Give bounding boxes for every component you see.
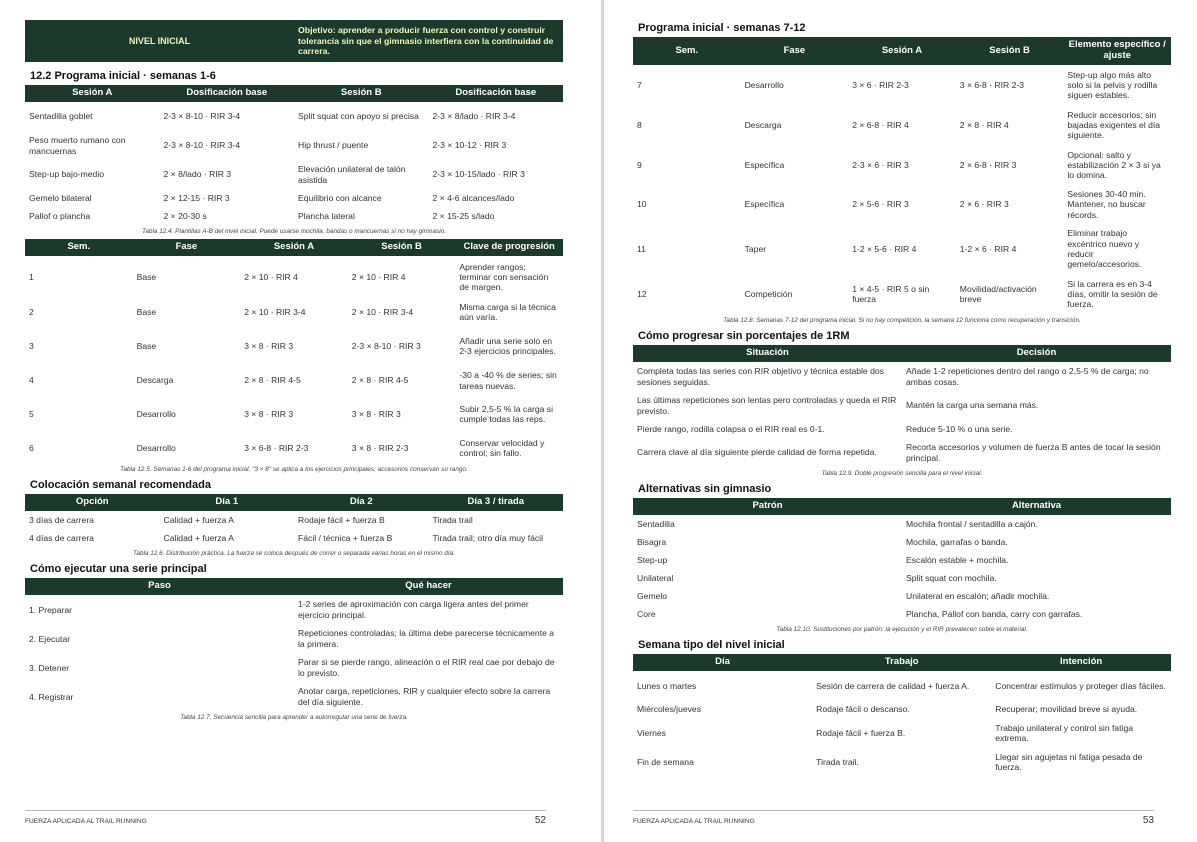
section-heading-how-to-execute: Cómo ejecutar una serie principal <box>30 563 207 576</box>
table-row <box>25 653 563 682</box>
table-cell: 2 × 10 · RIR 4 <box>351 271 406 282</box>
table-row <box>633 569 1171 587</box>
table-cell: Completa todas las series con RIR objetivo y técnica estable dos sesiones seguidas. <box>637 366 884 387</box>
table-weeks-1-6 <box>25 239 563 463</box>
table-cell: 4 días de carrera <box>29 532 94 543</box>
table-cell: Si la carrera es en 3-4 días, omitir la sesión de fuerza. <box>1067 278 1158 310</box>
table-cell: Core <box>637 609 656 620</box>
table-cell: 9 <box>637 159 642 170</box>
table-caption: Tabla 12.7. Secuencia sencilla para aprender a autorregular una serie de fuerza. <box>180 714 408 722</box>
table-row <box>633 362 1171 391</box>
table-cell: Unilateral en escalón; añadir mochila. <box>906 591 1050 602</box>
table-cell: Mochila frontal / sentadilla a cajón. <box>906 519 1038 530</box>
table-cell: Aprender rangos; terminar con sensación de margen. <box>459 261 549 293</box>
table-cell: 2 × 4-6 alcances/lado <box>432 192 515 203</box>
table-cell: Gemelo <box>637 591 668 602</box>
table-cell: Gemelo bilateral <box>29 192 92 203</box>
table-row <box>633 700 1171 718</box>
table-cell: 2 × 20-30 s <box>163 210 207 221</box>
table-row <box>633 515 1171 533</box>
table-cell: 2 × 6 · RIR 3 <box>959 199 1009 210</box>
table-row <box>633 65 1171 105</box>
table-cell: Plancha lateral <box>298 210 355 221</box>
table-caption: Tabla 12.10. Sustituciones por patrón: la ejecución y el RIR prevalecen sobre el material. <box>776 626 1028 634</box>
table-cell: Llegar sin agujetas ni fatiga pesada de fuerza. <box>995 751 1143 772</box>
level-banner <box>25 20 563 62</box>
table-cell: 2 × 12-15 · RIR 3 <box>163 192 230 203</box>
table-row <box>633 185 1171 224</box>
table-cell: Elevación unilateral de talón asistida <box>298 164 406 185</box>
table-cell: 1. Preparar <box>29 604 72 615</box>
table-cell: 2-3 × 6 · RIR 3 <box>852 159 909 170</box>
table-header: Paso <box>25 578 294 595</box>
table-row <box>633 747 1171 776</box>
table-cell: Recuperar; movilidad breve si ayuda. <box>995 704 1138 715</box>
table-cell: 2 × 6-8 · RIR 4 <box>852 119 909 130</box>
section-heading-weekly-placement: Colocación semanal recomendada <box>30 479 211 492</box>
table-header: Día 1 <box>160 494 295 511</box>
section-heading-weeks-1-6: 12.2 Programa inicial · semanas 1-6 <box>30 70 216 82</box>
table-cell: Rodaje fácil + fuerza B. <box>816 727 906 738</box>
table-cell: Calidad + fuerza A <box>163 514 234 525</box>
table-header: Sesión B <box>956 37 1064 65</box>
table-cell: 3 × 8 · RIR 3 <box>244 340 294 351</box>
table-header: Día <box>633 654 812 671</box>
table-header: Dosificación base <box>160 85 295 102</box>
table-header: Dosificación base <box>429 85 564 102</box>
table-no-gym-alternatives <box>633 498 1171 623</box>
table-cell: Rodaje fácil + fuerza B <box>298 514 385 525</box>
table-cell: Escalón estable + mochila. <box>906 555 1009 566</box>
table-cell: Mochila, garrafas o banda. <box>906 537 1008 548</box>
table-typical-week <box>633 654 1171 776</box>
table-cell: 1 × 4-5 · RIR 5 o sin fuerza <box>852 283 930 305</box>
footer-book-title: FUERZA APLICADA AL TRAIL RUNNING <box>633 818 755 825</box>
table-cell: Split squat con apoyo si precisa <box>298 111 419 122</box>
table-cell: Base <box>136 271 157 282</box>
table-cell: 2 × 10 · RIR 3-4 <box>244 306 306 317</box>
table-cell: Añade 1-2 repeticiones dentro del rango o 2,5-5 % de carga; no ambas cosas. <box>906 366 1149 387</box>
table-cell: 1-2 × 6 · RIR 4 <box>959 243 1017 254</box>
table-cell: Anotar carga, repeticiones, RIR y cualquier efecto sobre la carrera del día siguiente. <box>298 686 551 707</box>
table-row <box>633 274 1171 314</box>
table-cell: Step-up bajo-medio <box>29 169 105 180</box>
table-cell: Plancha, Pallof con banda, carry con garrafas. <box>906 609 1083 620</box>
table-header: Elemento específico / ajuste <box>1063 37 1171 65</box>
table-cell: 7 <box>637 79 642 90</box>
table-cell: Reduce 5-10 % o una serie. <box>906 423 1013 434</box>
table-row <box>25 298 563 326</box>
table-cell: Mantén la carga una semana más. <box>906 400 1039 411</box>
table-header: Qué hacer <box>294 578 563 595</box>
table-cell: Fácil / técnica + fuerza B <box>298 532 393 543</box>
table-row <box>25 395 563 433</box>
table-cell: Tirada trail <box>432 514 473 525</box>
table-cell: Desarrollo <box>136 408 176 419</box>
table-cell: 2-3 × 10-12 · RIR 3 <box>432 140 507 151</box>
table-cell: 4. Registrar <box>29 691 74 702</box>
table-header: Fase <box>741 37 849 65</box>
table-row <box>25 189 563 207</box>
table-cell: -30 a -40 % de series; sin tareas nuevas. <box>459 370 557 391</box>
table-header: Día 2 <box>294 494 429 511</box>
table-cell: Específica <box>744 199 785 210</box>
table-header: Intención <box>991 654 1171 671</box>
table-cell: 3 × 8 · RIR 3 <box>244 408 294 419</box>
table-cell: Sentadilla goblet <box>29 111 93 122</box>
table-cell: 2 × 8 · RIR 4-5 <box>351 375 409 386</box>
table-cell: 6 <box>29 442 34 453</box>
table-header: Alternativa <box>902 498 1171 515</box>
table-caption: Tabla 12.5. Semanas 1-6 del programa inicial. "3 × 8" se aplica a los ejercicios principales; accesorios conservan su rango. <box>120 466 468 474</box>
table-cell: Peso muerto rumano con mancuernas <box>29 135 126 156</box>
table-row <box>633 551 1171 569</box>
section-heading-progression: Cómo progresar sin porcentajes de 1RM <box>638 330 850 343</box>
table-cell: 2 × 10 · RIR 3-4 <box>351 306 414 317</box>
table-cell: 2 × 8 · RIR 4 <box>959 119 1009 130</box>
table-row <box>25 595 563 624</box>
table-header: Situación <box>633 345 902 362</box>
table-row <box>25 624 563 653</box>
section-heading-weeks-7-12: Programa inicial · semanas 7-12 <box>638 22 806 34</box>
table-cell: Tirada trail. <box>816 756 859 767</box>
table-row <box>25 256 563 298</box>
page-footer <box>633 810 1154 826</box>
table-cell: 1 <box>29 271 34 282</box>
table-cell: Trabajo unilateral y control sin fatiga extrema. <box>995 722 1134 743</box>
table-cell: 2. Ejecutar <box>29 633 71 644</box>
footer-book-title: FUERZA APLICADA AL TRAIL RUNNING <box>25 818 147 825</box>
table-cell: Base <box>136 340 157 351</box>
table-templates-a-b <box>25 85 563 225</box>
table-row <box>25 131 563 160</box>
table-progression <box>633 345 1171 467</box>
table-cell: Conservar velocidad y control; sin fallo. <box>459 437 545 459</box>
table-cell: Hip thrust / puente <box>298 140 369 151</box>
table-cell: 11 <box>637 243 646 254</box>
table-cell: Opcional: salto y estabilización 2 × 3 si ya lo domina. <box>1067 149 1161 181</box>
right-page <box>605 0 1197 842</box>
table-cell: Calidad + fuerza A <box>163 532 234 543</box>
table-cell: Añadir una serie solo en 2-3 ejercicios principales. <box>459 335 556 357</box>
table-cell: Step-up algo más alto solo si la pelvis y rodilla siguen estables. <box>1067 69 1158 101</box>
table-cell: Específica <box>744 159 785 170</box>
table-cell: Base <box>136 306 157 317</box>
table-execution-steps <box>25 578 563 711</box>
right-page-content <box>633 20 1171 776</box>
table-cell: Sentadilla <box>637 519 675 530</box>
table-cell: 2 × 10 · RIR 4 <box>244 271 298 282</box>
table-header: Día 3 / tirada <box>429 494 564 511</box>
table-row <box>25 102 563 131</box>
table-cell: Bisagra <box>637 537 667 548</box>
table-cell: Rodaje fácil o descanso. <box>816 704 910 715</box>
page-footer <box>25 810 546 826</box>
table-cell: 3 × 6 · RIR 2-3 <box>852 79 909 90</box>
table-row <box>633 391 1171 420</box>
table-row <box>25 511 563 529</box>
left-page-content <box>25 20 563 725</box>
table-cell: 1-2 × 5-6 · RIR 4 <box>852 243 917 254</box>
table-row <box>633 605 1171 623</box>
table-cell: 2-3 × 8-10 · RIR 3-4 <box>163 140 241 151</box>
table-row <box>633 438 1171 467</box>
table-row <box>633 671 1171 700</box>
table-cell: Taper <box>744 243 767 254</box>
table-cell: Pallof o plancha <box>29 210 91 221</box>
table-header: Fase <box>133 239 241 256</box>
section-heading-no-gym: Alternativas sin gimnasio <box>638 483 772 496</box>
table-cell: 2 <box>29 306 34 317</box>
page-number: 53 <box>1142 815 1154 826</box>
table-row <box>25 160 563 189</box>
table-cell: 2 × 15-25 s/lado <box>432 210 495 221</box>
level-title: NIVEL INICIAL <box>128 36 191 46</box>
table-cell: Movilidad/activación breve <box>959 283 1037 305</box>
table-header: Opción <box>25 494 160 511</box>
table-caption: Tabla 12.6. Distribución práctica. La fuerza se coloca después de correr o separada varias horas en el mismo día. <box>133 550 455 558</box>
table-row <box>633 533 1171 551</box>
table-cell: Misma carga si la técnica aún varía. <box>459 301 556 323</box>
table-caption: Tabla 12.9. Doble progresión sencilla para el nivel inicial. <box>821 470 983 478</box>
table-header: Decisión <box>902 345 1171 362</box>
table-cell: Fin de semana <box>637 756 694 767</box>
table-weeks-7-12 <box>633 37 1171 314</box>
table-cell: Carrera clave al día siguiente pierde calidad de forma repetida. <box>637 447 877 458</box>
table-cell: 1-2 series de aproximación con carga ligera antes del primer ejercicio principal. <box>298 599 529 620</box>
table-header: Sem. <box>25 239 133 256</box>
table-cell: Viernes <box>637 727 666 738</box>
table-cell: Unilateral <box>637 573 674 584</box>
table-cell: Eliminar trabajo excéntrico nuevo y reducir gemelo/accesorios. <box>1067 228 1142 270</box>
table-caption: Tabla 12.8. Semanas 7-12 del programa inicial. Si no hay competición, la semana 12 funciona como recuperación y transición. <box>723 317 1081 325</box>
table-row <box>633 587 1171 605</box>
table-cell: Parar si se pierde rango, alineación o el RIR real cae por debajo de lo previsto. <box>298 657 555 678</box>
table-cell: Subir 2,5-5 % la carga si cumple todas las reps. <box>459 403 553 425</box>
table-weekly-placement <box>25 494 563 547</box>
table-cell: 3 × 8 · RIR 3 <box>351 408 401 419</box>
table-cell: 10 <box>637 199 647 210</box>
table-row <box>25 682 563 711</box>
table-cell: Miércoles/jueves <box>637 704 701 715</box>
table-row <box>633 145 1171 185</box>
table-header: Trabajo <box>812 654 991 671</box>
table-cell: 2-3 × 8-10 · RIR 3 <box>351 340 421 351</box>
table-cell: 2-3 × 8-10 · RIR 3-4 <box>163 111 241 122</box>
table-cell: 3 días de carrera <box>29 514 94 525</box>
table-header: Sesión A <box>240 239 348 256</box>
table-row <box>633 420 1171 438</box>
table-cell: 2 × 6-8 · RIR 3 <box>959 159 1017 170</box>
table-cell: Recorta accesorios y volumen de fuerza B antes de tocar la sesión principal. <box>906 442 1161 463</box>
table-cell: Split squat con mochila. <box>906 573 997 584</box>
book-spine <box>601 0 604 842</box>
table-cell: 3 × 6-8 · RIR 2-3 <box>244 442 309 453</box>
table-cell: Equilibrio con alcance <box>298 192 382 203</box>
table-cell: Descarga <box>136 375 174 386</box>
table-caption: Tabla 12.4. Plantillas A-B del nivel inicial. Puede usarse mochila, bandas o mancuernas si no hay gimnasio. <box>142 228 446 236</box>
table-cell: 12 <box>637 288 647 299</box>
table-row <box>25 529 563 547</box>
table-cell: 2-3 × 8/lado · RIR 3-4 <box>432 111 516 122</box>
table-header: Sem. <box>633 37 741 65</box>
table-cell: Las últimas repeticiones son lentas pero controladas y queda el RIR previsto. <box>637 395 897 416</box>
table-cell: Concentrar estímulos y proteger días fáciles. <box>995 680 1166 691</box>
table-header: Patrón <box>633 498 902 515</box>
table-cell: Pierde rango, rodilla colapsa o el RIR real es 0-1. <box>637 423 825 434</box>
table-header: Sesión B <box>294 85 429 102</box>
table-cell: Desarrollo <box>744 79 784 90</box>
table-cell: 2 × 8/lado · RIR 3 <box>163 169 232 180</box>
table-row <box>25 207 563 225</box>
table-row <box>25 326 563 366</box>
table-row <box>25 433 563 463</box>
table-cell: Tirada trail; otro día muy fácil <box>432 532 543 543</box>
table-cell: 2-3 × 10-15/lado · RIR 3 <box>432 169 525 180</box>
table-cell: 2 × 5-6 · RIR 3 <box>852 199 909 210</box>
table-cell: 3 × 6-8 · RIR 2-3 <box>959 79 1025 90</box>
table-header: Clave de progresión <box>455 239 563 256</box>
table-cell: 4 <box>29 375 34 386</box>
table-cell: Sesión de carrera de calidad + fuerza A. <box>816 680 970 691</box>
table-cell: Repeticiones controladas; la última debe parecerse técnicamente a la primera. <box>298 628 555 649</box>
table-row <box>25 366 563 395</box>
table-cell: Reducir accesorios; sin bajadas exigentes el día siguiente. <box>1067 109 1161 141</box>
table-cell: Step-up <box>637 555 668 566</box>
table-cell: Lunes o martes <box>637 680 697 691</box>
level-objective: Objetivo: aprender a producir fuerza con control y construir tolerancia sin que el gimnasio interfiera con la continuidad de carrera. <box>298 25 554 57</box>
table-cell: 3 × 8 · RIR 2-3 <box>351 442 409 453</box>
table-cell: Desarrollo <box>136 442 176 453</box>
table-header: Sesión B <box>348 239 456 256</box>
page-number: 52 <box>534 815 546 826</box>
table-header: Sesión A <box>848 37 956 65</box>
table-row <box>633 224 1171 274</box>
table-row <box>633 105 1171 145</box>
section-heading-typical-week: Semana tipo del nivel inicial <box>638 639 785 652</box>
table-cell: 3 <box>29 340 34 351</box>
table-cell: 3. Detener <box>29 662 70 673</box>
table-cell: 2 × 8 · RIR 4-5 <box>244 375 301 386</box>
table-cell: Descarga <box>744 119 782 130</box>
table-cell: 5 <box>29 408 34 419</box>
table-row <box>633 718 1171 747</box>
table-header: Sesión A <box>25 85 160 102</box>
table-cell: 8 <box>637 119 642 130</box>
table-cell: Sesiones 30-40 min. Mantener, no buscar récords. <box>1067 189 1146 220</box>
table-cell: Competición <box>744 288 793 299</box>
